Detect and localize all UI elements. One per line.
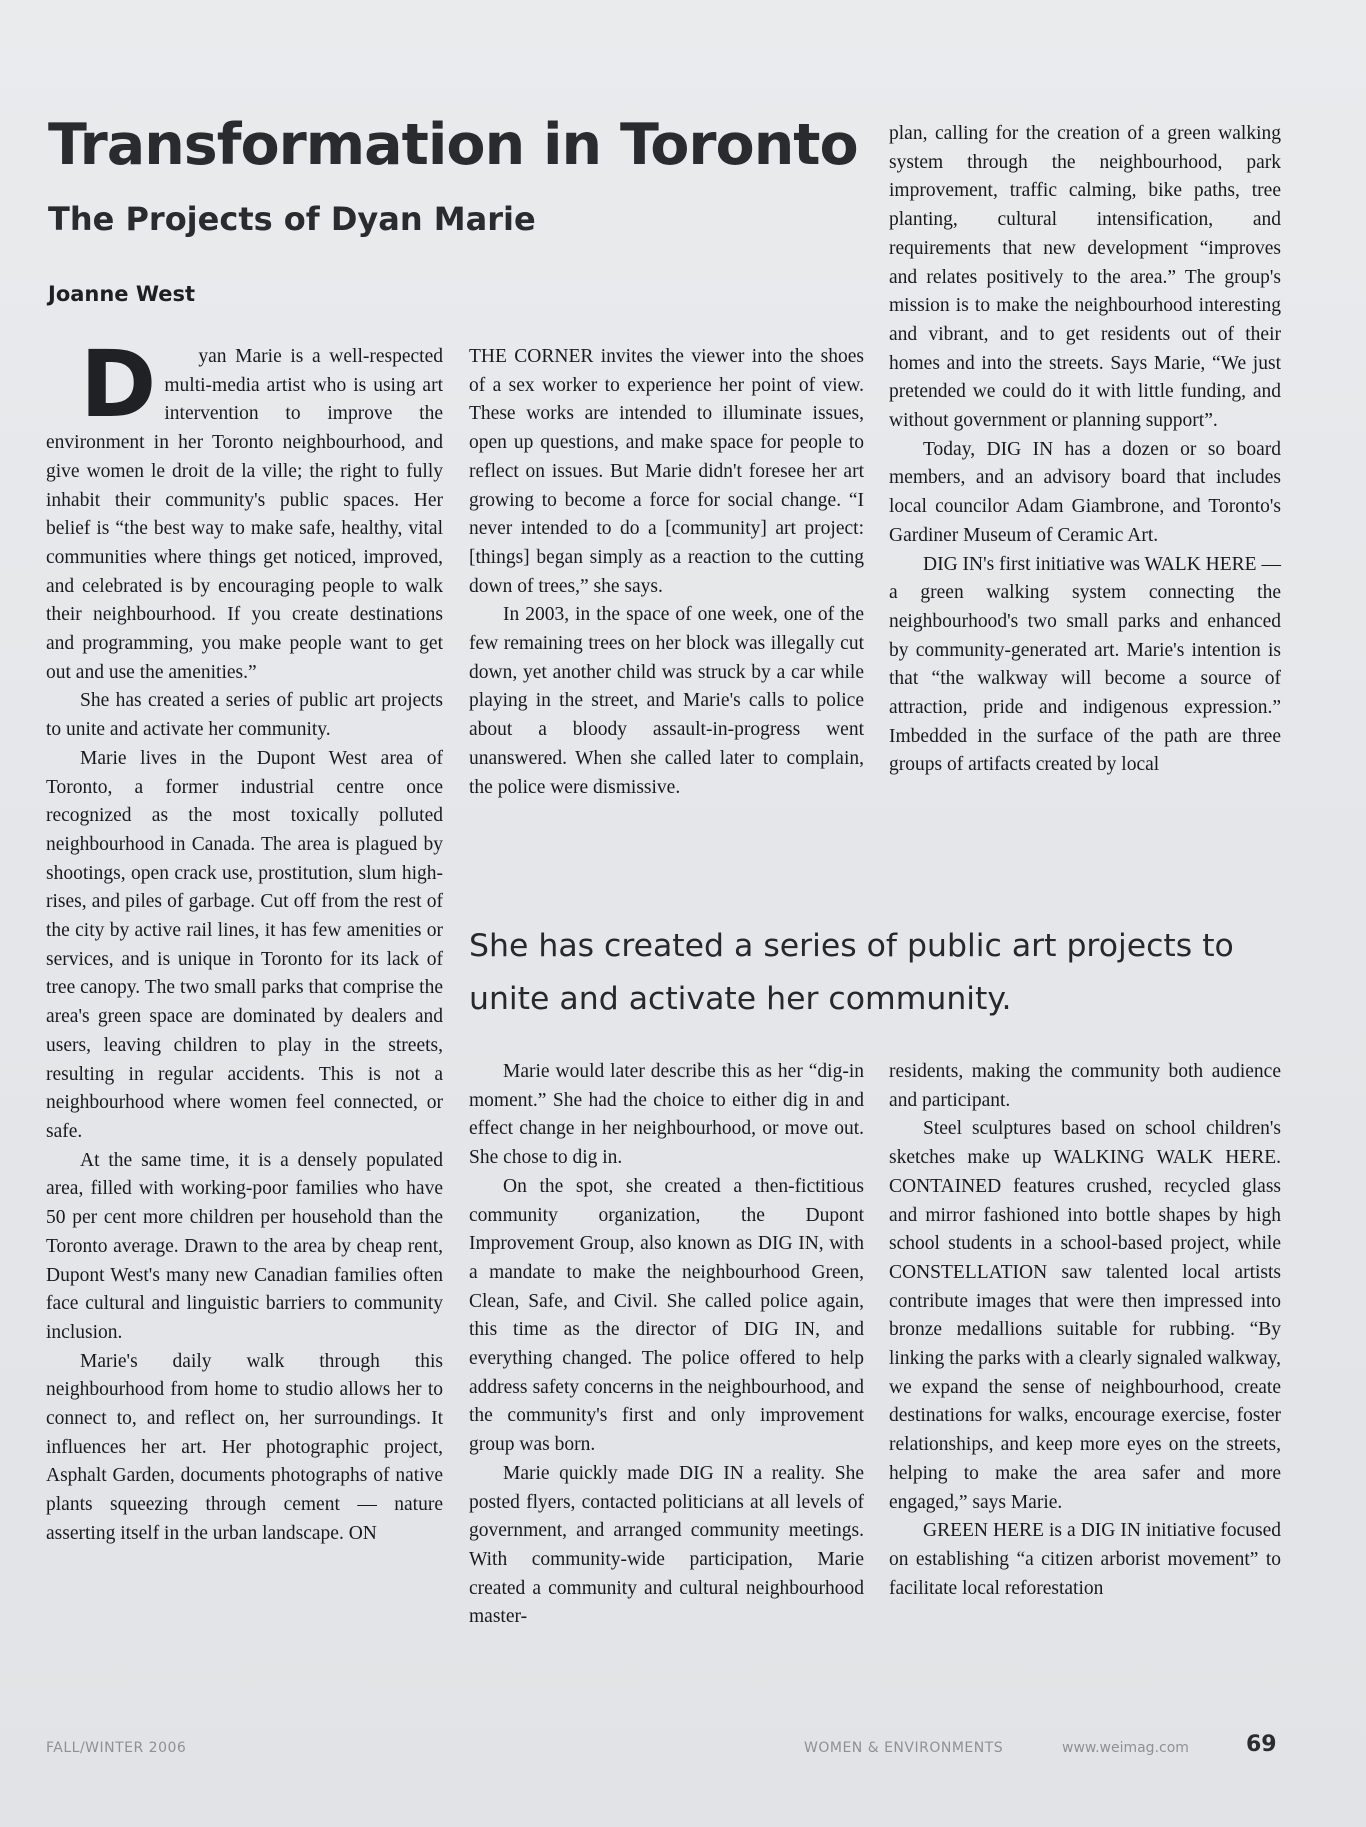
author-byline: Joanne West [48,282,196,306]
footer-magazine: WOMEN & ENVIRONMENTS [804,1740,1004,1756]
column-1 [46,331,443,1613]
paragraph: Dyan Marie is a well-respected multi-media artist who is using art intervention to improve the environment in her Toronto neighbourhood, and give women le droit de la ville; the right to fully inhabit their community's public spaces. Her belief is “the best way to make safe, healthy, vital communities where things get noticed, improved, and celebrated is by encouraging people to walk their neighbourhood. If you create destinations and programming, you make people want to get out and use the amenities.” [46,331,443,683]
paragraph: Marie lives in the Dupont West area of Toronto, a former industrial centre once recognized as the most toxically polluted neighbourhood in Canada. The area is plagued by shootings, open crack use, prostitution, slum high-rises, and piles of garbage. Cut off from the rest of the city by active rail lines, it has few amenities or services, and is unique in Toronto for its lack of tree canopy. The two small parks that comprise the area's green space are dominated by dealers and users, leaving children to play in the streets, resulting in regular accidents. This is not a neighbourhood where women feel connected, or safe. [46,747,443,1142]
column-3-bottom [889,1058,1281,1613]
paragraph: Today, DIG IN has a dozen or so board members, and an advisory board that includes local councilor Adam Giambrone, and Toronto's Gardiner Museum of Ceramic Art. [889,438,1281,546]
paragraph: Marie quickly made DIG IN a reality. She posted flyers, contacted politicians at all levels of government, and arranged community meetings. With community-wide participation, Marie created a community and cultural neighbourhood master- [469,1462,864,1628]
paragraph: On the spot, she created a then-fictitious community organization, the Dupont Improvement Group, also known as DIG IN, with a mandate to make the neighbourhood Green, Clean, Safe, and Civil. She called police again, this time as the director of DIG IN, and everything changed. The police offered to help address safety concerns in the neighbourhood, and the community's first and only improvement group was born. [469,1175,864,1456]
paragraph: Steel sculptures based on school children's sketches make up WALKING WALK HERE. CONTAINED features crushed, recycled glass and mirror fashioned into bottle shapes by high school students in a school-based project, while CONSTELLATION saw talented local artists contribute images that were then impressed into bronze medallions suitable for rubbing. “By linking the parks with a clearly signaled walkway, we expand the sense of neighbourhood, create destinations for walks, encourage exercise, foster relationships, and keep more eyes on the streets, helping to make the area safer and more engaged,” says Marie. [889,1118,1281,1513]
paragraph: residents, making the community both audience and participant. [889,1061,1281,1111]
paragraph: THE CORNER invites the viewer into the shoes of a sex worker to experience her point of view. These works are intended to illuminate issues, open up questions, and make space for people to reflect on issues. But Marie didn't foresee her art growing to become a force for social change. “I never intended to do a [community] art project: [things] began simply as a reaction to the cutting down of trees,” she says. [469,346,864,597]
pull-quote: She has created a series of public art projects to unite and activate her community. [469,928,1234,1017]
paragraph: Marie would later describe this as her “dig-in moment.” She had the choice to either dig in and effect change in her neighbourhood, or move out. She chose to dig in. [469,1061,864,1169]
footer-issue: FALL/WINTER 2006 [46,1740,187,1756]
column-2-top [469,343,864,883]
paragraph: GREEN HERE is a DIG IN initiative focused on establishing “a citizen arborist movement” to facilitate local reforestation [889,1520,1281,1599]
paragraph: At the same time, it is a densely populated area, filled with working-poor families who have 50 per cent more children per household than the Toronto average. Drawn to the area by cheap rent, Dupont West's many new Canadian families often face cultural and linguistic barriers to community inclusion. [46,1149,443,1343]
column-2-bottom [469,1058,864,1628]
footer-url: www.weimag.com [1062,1740,1189,1756]
paragraph: DIG IN's first initiative was WALK HERE — a green walking system connecting the neighbourhood's two small parks and enhanced by community-generated art. Marie's intention is that “the walkway will become a source of attraction, pride and indigenous expression.” Imbedded in the surface of the path are three groups of artifacts created by local [889,553,1281,776]
paragraph: plan, calling for the creation of a green walking system through the neighbourhood, park improvement, traffic calming, bike paths, tree planting, cultural intensification, and requirements that new development “improves and relates positively to the area.” The group's mission is to make the neighbourhood interesting and vibrant, and to get residents out of their homes and into the streets. Says Marie, “We just pretended we could do it with little funding, and without government or planning support”. [889,123,1281,432]
paragraph: Marie's daily walk through this neighbourhood from home to studio allows her to connect to, and reflect on, her surroundings. It influences her art. Her photographic project, Asphalt Garden, documents photographs of native plants squeezing through cement — nature asserting itself in the urban landscape. ON [46,1350,443,1544]
article-subtitle: The Projects of Dyan Marie [48,200,536,238]
paragraph: She has created a series of public art projects to unite and activate her community. [46,690,443,741]
article-title: Transformation in Toronto [48,112,858,178]
paragraph: In 2003, in the space of one week, one of the few remaining trees on her block was illegally cut down, yet another child was struck by a car while playing in the street, and Marie's calls to police about a bloody assault-in-progress went unanswered. When she called later to complain, the police were dismissive. [469,604,864,798]
column-3-top [889,120,1281,883]
page-number: 69 [1246,1732,1277,1757]
